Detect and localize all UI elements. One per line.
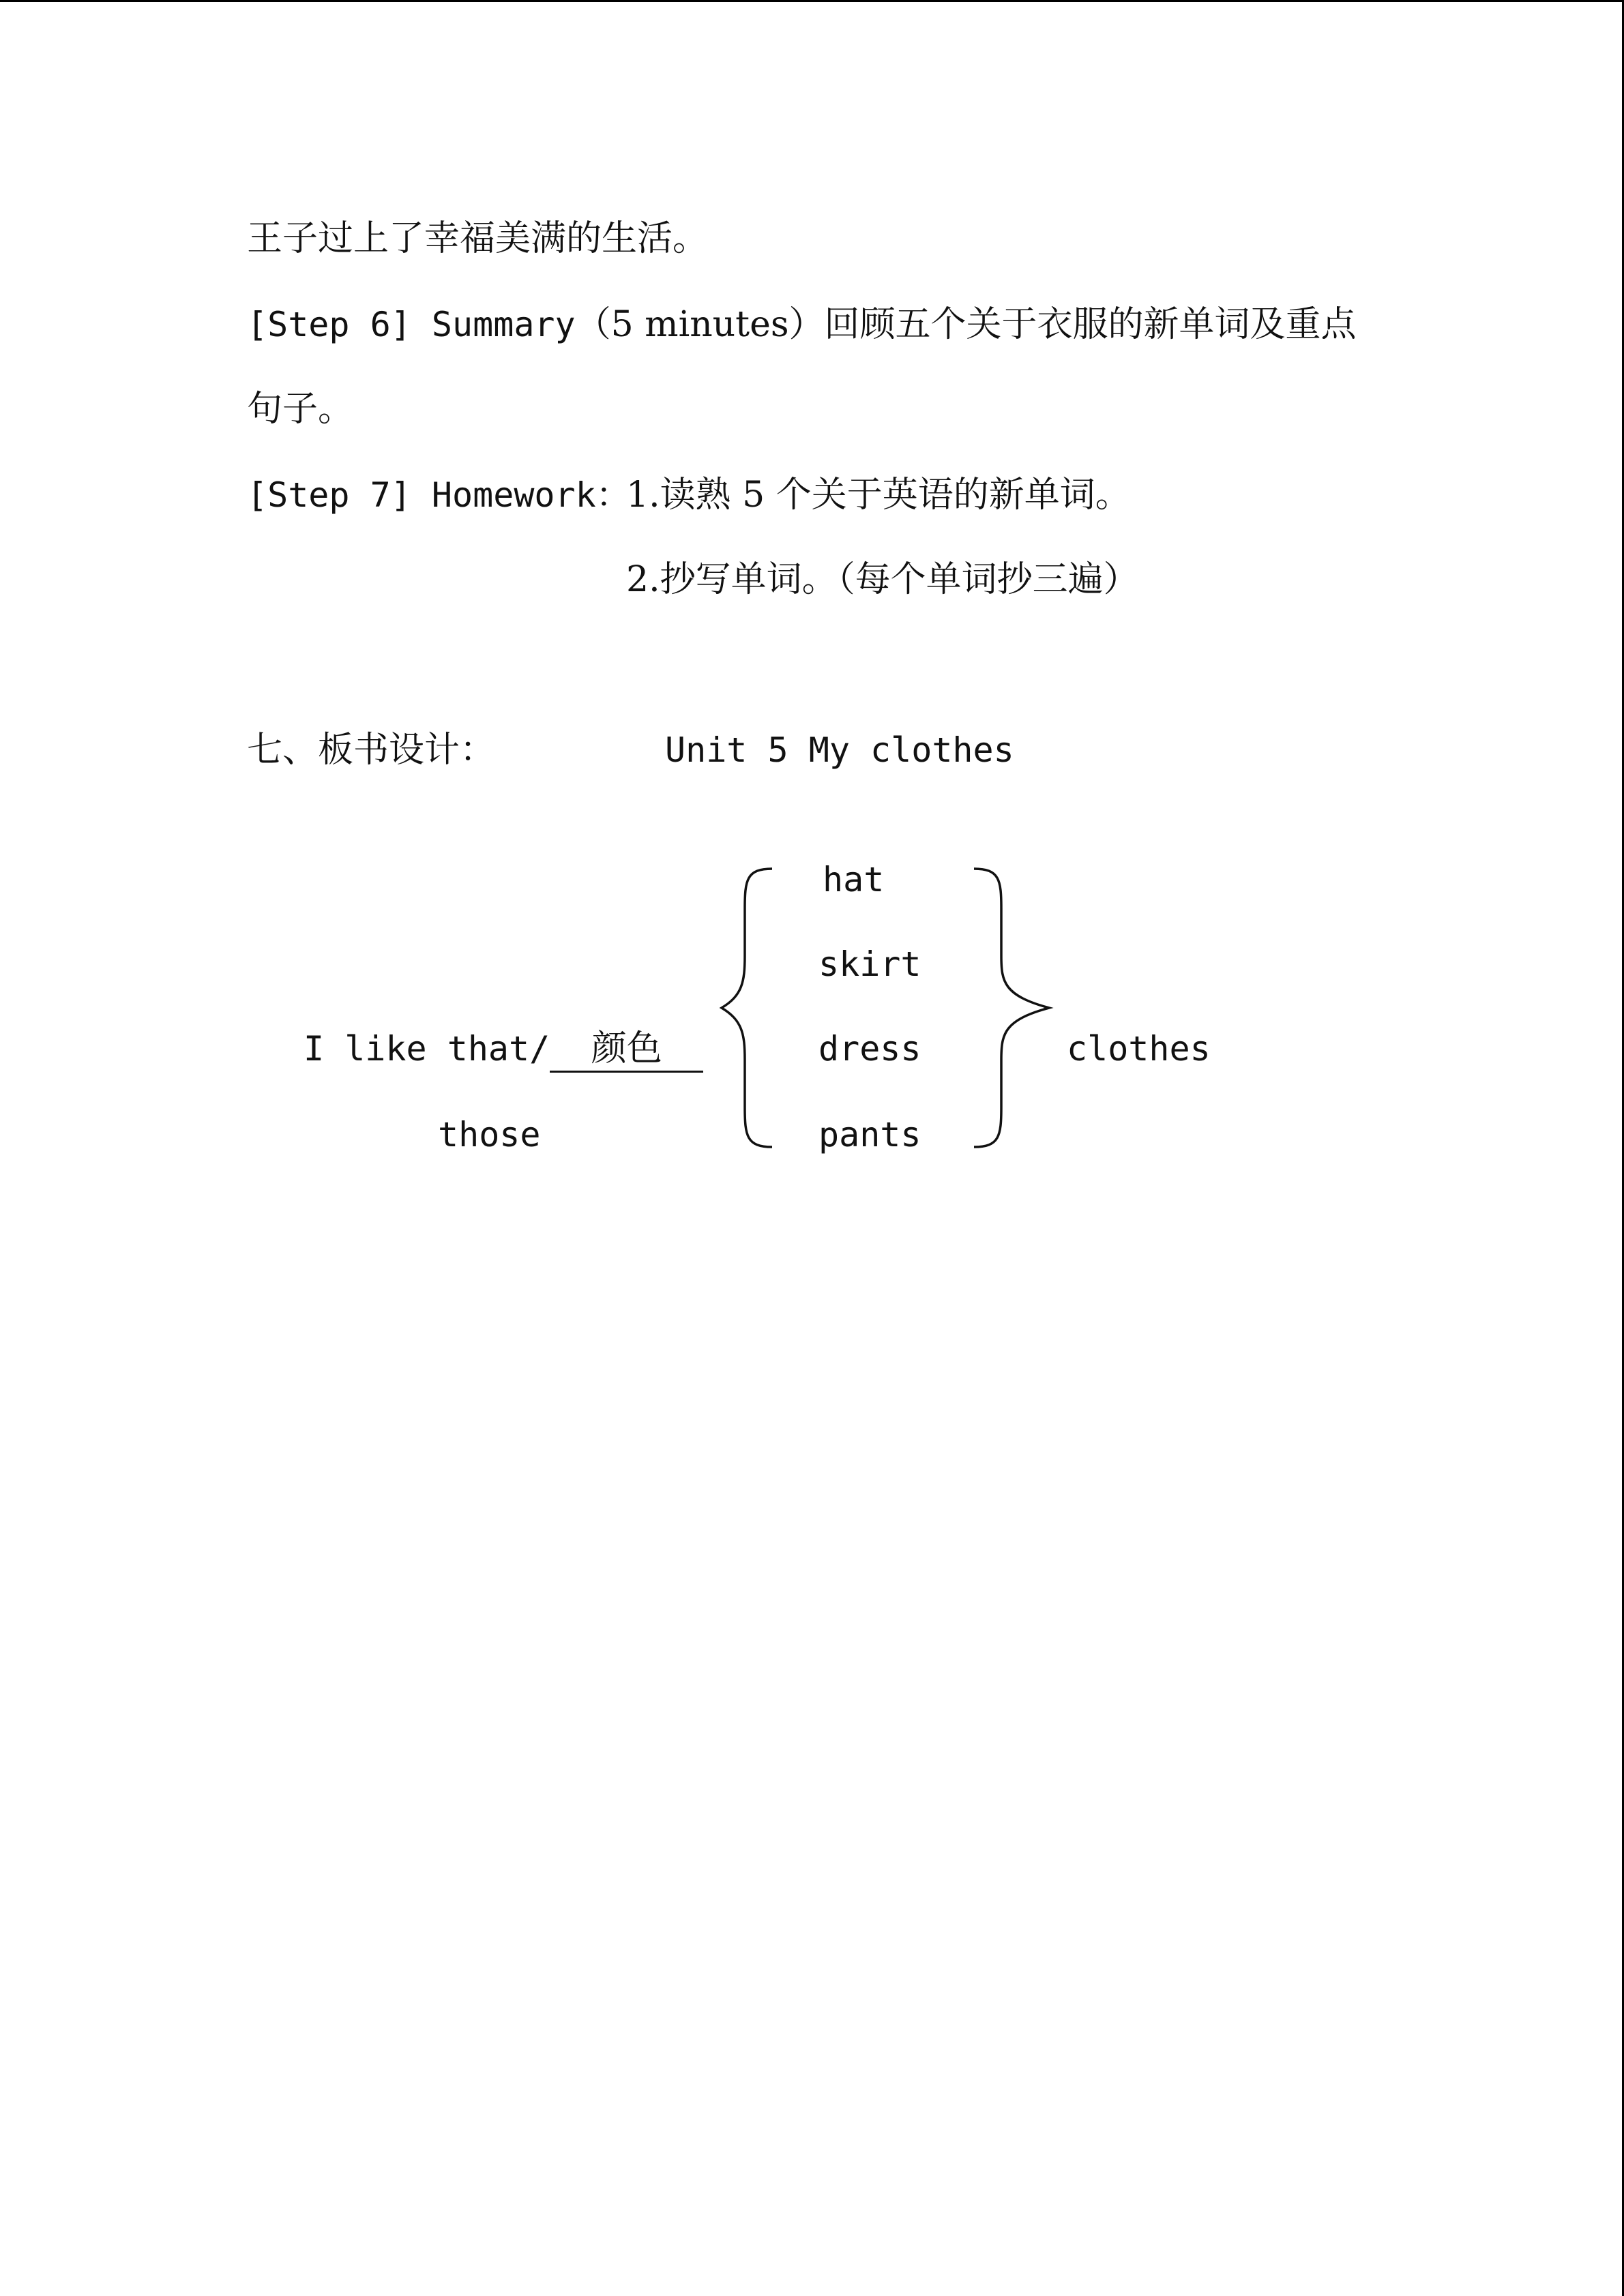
board-sentence xyxy=(304,1027,703,1073)
board-those: those xyxy=(438,1115,541,1154)
homework-item-1: 1.读熟 5 个关于英语的新单词。 xyxy=(626,475,1131,516)
step6-continuation: 句子。 xyxy=(247,389,354,430)
homework-item-2: 2.抄写单词。（每个单词抄三遍） xyxy=(626,559,1139,600)
step7-label: [Step 7] Homework： xyxy=(247,475,630,515)
board-title: Unit 5 My clothes xyxy=(665,730,1014,770)
word-hat: hat xyxy=(823,860,885,899)
word-pants: pants xyxy=(818,1115,921,1154)
step6-label: [Step 6] Summary xyxy=(247,305,576,344)
word-dress: dress xyxy=(818,1029,921,1069)
step6-text: （5 minutes）回顾五个关于衣服的新单词及重点 xyxy=(575,304,1357,345)
paragraph-line: 王子过上了幸福美满的生活。 xyxy=(247,218,709,259)
step6-line xyxy=(247,303,1357,346)
left-brace xyxy=(709,861,778,1154)
sentence-text: I like that/ xyxy=(304,1029,550,1069)
board-design-heading: 七、板书设计： xyxy=(247,730,496,771)
blank-word: 颜色 xyxy=(550,1027,703,1073)
word-skirt: skirt xyxy=(818,944,921,984)
page-border xyxy=(0,0,1624,2)
right-brace xyxy=(969,861,1050,1154)
category-clothes: clothes xyxy=(1067,1029,1211,1069)
